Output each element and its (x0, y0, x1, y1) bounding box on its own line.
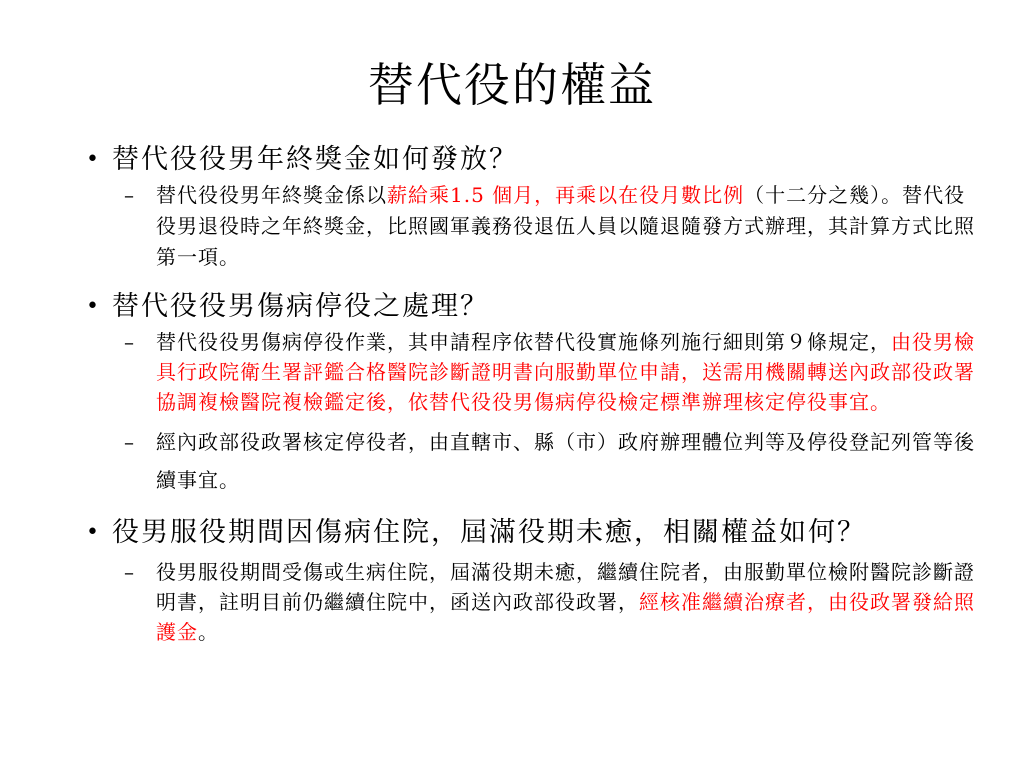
bullet-item-3 (84, 513, 984, 553)
sub-text: 。 (198, 620, 219, 644)
sub-item-2-2 (124, 423, 984, 499)
bullet-heading-2: 替代役役男傷病停役之處理？ (112, 291, 489, 322)
dash-icon: – (124, 430, 135, 454)
bullet-heading-1: 替代役役男年終獎金如何發放？ (112, 144, 518, 175)
slide-title: 替代役的權益 (368, 58, 656, 112)
sub-text: （十二分之幾）。替代役役男退役時之年終獎金，比照國軍義務役退伍人員以隨退隨發方式辦理，其計算方式比照第一項。 (156, 183, 975, 269)
dash-icon: – (124, 560, 135, 584)
sub-text: 替代役役男年終獎金係以 (156, 183, 387, 207)
bullet-heading-3: 役男服役期間因傷病住院，屆滿役期未癒，相關權益如何？ (112, 517, 866, 548)
sub-text-highlight: 經核准繼續治療者，由役政署發給照護金 (156, 590, 975, 644)
sub-item-3-1 (124, 557, 984, 647)
bullet-item-2 (84, 287, 984, 327)
slide-content (84, 140, 984, 647)
bullet-dot-icon: • (86, 520, 101, 545)
sub-text: 役男服役期間受傷或生病住院，屆滿役期未癒，繼續住院者，由服勤單位檢附醫院診斷證明書，註明目前仍繼續住院中，函送內政部役政署， (156, 560, 975, 614)
bullet-dot-icon: • (86, 147, 101, 172)
sub-item-1-1 (124, 180, 984, 273)
dash-icon: – (124, 330, 135, 354)
bullet-item-1 (84, 140, 984, 180)
bullet-dot-icon: • (86, 294, 101, 319)
dash-icon: – (124, 183, 135, 207)
sub-text: 經內政部役政署核定停役者，由直轄市、縣（市）政府辦理體位判等及停役登記列管等後續事宜。 (156, 430, 975, 492)
sub-text-highlight: 薪給乘1.5 個月，再乘以在役月數比例 (387, 183, 745, 207)
sub-text: 替代役役男傷病停役作業，其申請程序依替代役實施條列施行細則第９條規定， (156, 330, 891, 354)
sub-text-highlight: 由役男檢具行政院衛生署評鑑合格醫院診斷證明書向服勤單位申請，送需用機關轉送內政部役政署協調複檢醫院複檢鑑定後，依替代役役男傷病停役檢定標準辦理核定停役事宜。 (156, 330, 975, 414)
sub-item-2-1 (124, 327, 984, 417)
